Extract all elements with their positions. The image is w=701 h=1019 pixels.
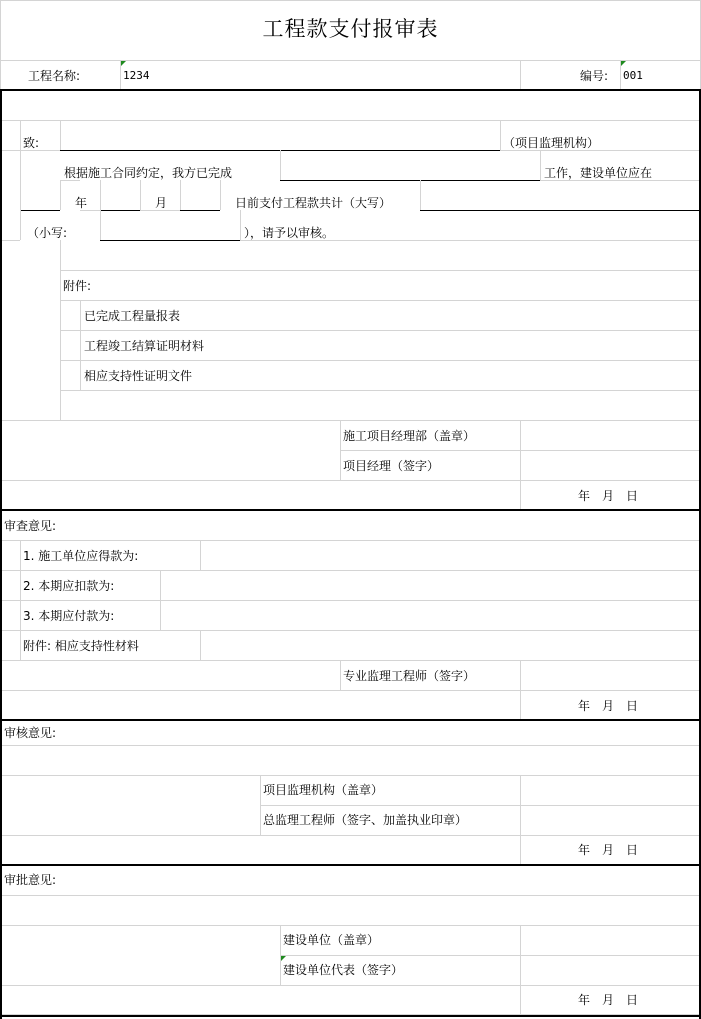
year-label: 年 bbox=[75, 196, 88, 210]
date-label: 年 月 日 bbox=[578, 843, 639, 857]
total-lowercase-field[interactable] bbox=[101, 211, 239, 239]
engineer-sign-label: 专业监理工程师（签字） bbox=[343, 669, 476, 683]
attachment-item: 工程竣工结算证明材料 bbox=[84, 339, 205, 353]
date-label: 年 月 日 bbox=[578, 489, 639, 503]
attachments-label: 附件: bbox=[63, 279, 92, 293]
attachment-item: 已完成工程量报表 bbox=[84, 309, 181, 323]
owner-rep-sign-field[interactable] bbox=[521, 956, 698, 984]
owner-stamp-field[interactable] bbox=[521, 926, 698, 954]
owner-rep-sign-label: 建设单位代表（签字） bbox=[283, 963, 404, 977]
attachment-item: 相应支持性证明文件 bbox=[84, 369, 193, 383]
owner-stamp-label: 建设单位（盖章） bbox=[283, 933, 380, 947]
contractor-stamp-label: 施工项目经理部（盖章） bbox=[343, 429, 476, 443]
project-name-label: 工程名称: bbox=[28, 69, 81, 83]
day-field[interactable] bbox=[181, 181, 219, 209]
total-uppercase-field[interactable] bbox=[421, 181, 698, 209]
number-field[interactable]: 001 bbox=[623, 69, 643, 82]
month-field[interactable] bbox=[101, 181, 139, 209]
project-manager-sign-label: 项目经理（签字） bbox=[343, 459, 440, 473]
approval-opinion-field[interactable] bbox=[2, 896, 698, 924]
comment-indicator-icon bbox=[281, 956, 286, 961]
deduction-field[interactable] bbox=[161, 571, 698, 599]
form-title: 工程款支付报审表 bbox=[262, 17, 439, 41]
engineer-sign-field[interactable] bbox=[521, 661, 698, 689]
supervisor-org-suffix: （项目监理机构） bbox=[503, 136, 600, 150]
chief-engineer-sign-label: 总监理工程师（签字、加盖执业印章） bbox=[263, 813, 468, 827]
review-item-label: 1. 施工单位应得款为: bbox=[23, 549, 139, 563]
total-uppercase-label: 日前支付工程款共计（大写） bbox=[235, 196, 392, 210]
month-label: 月 bbox=[155, 196, 168, 210]
review-item-label: 2. 本期应扣款为: bbox=[23, 579, 115, 593]
recipient-field[interactable] bbox=[61, 121, 499, 149]
payable-field[interactable] bbox=[161, 601, 698, 629]
date-label: 年 月 日 bbox=[578, 699, 639, 713]
review-heading: 审查意见: bbox=[4, 519, 57, 533]
to-label: 致: bbox=[23, 136, 40, 150]
work-suffix: 工作，建设单位应在 bbox=[544, 166, 653, 180]
project-name-field[interactable]: 1234 bbox=[123, 69, 150, 82]
contractor-stamp-field[interactable] bbox=[521, 421, 698, 449]
date-label: 年 月 日 bbox=[578, 993, 639, 1007]
year-field[interactable] bbox=[21, 181, 59, 209]
contract-text: 根据施工合同约定，我方已完成 bbox=[64, 166, 233, 180]
lowercase-label: （小写: bbox=[27, 226, 68, 240]
comment-indicator-icon bbox=[121, 61, 126, 66]
chief-engineer-sign-field[interactable] bbox=[521, 806, 698, 834]
review-attachment-label: 附件: 相应支持性材料 bbox=[23, 639, 139, 653]
review-item-label: 3. 本期应付款为: bbox=[23, 609, 115, 623]
completed-work-field[interactable] bbox=[281, 151, 539, 179]
project-manager-sign-field[interactable] bbox=[521, 451, 698, 479]
approval-heading: 审批意见: bbox=[4, 873, 57, 887]
contractor-due-field[interactable] bbox=[201, 541, 698, 569]
comment-indicator-icon bbox=[621, 61, 626, 66]
supervisor-stamp-field[interactable] bbox=[521, 776, 698, 804]
supervisor-stamp-label: 项目监理机构（盖章） bbox=[263, 783, 384, 797]
audit-opinion-field[interactable] bbox=[2, 746, 698, 774]
audit-heading: 审核意见: bbox=[4, 726, 57, 740]
number-label: 编号: bbox=[580, 69, 609, 83]
lowercase-suffix: ），请予以审核。 bbox=[244, 226, 335, 240]
